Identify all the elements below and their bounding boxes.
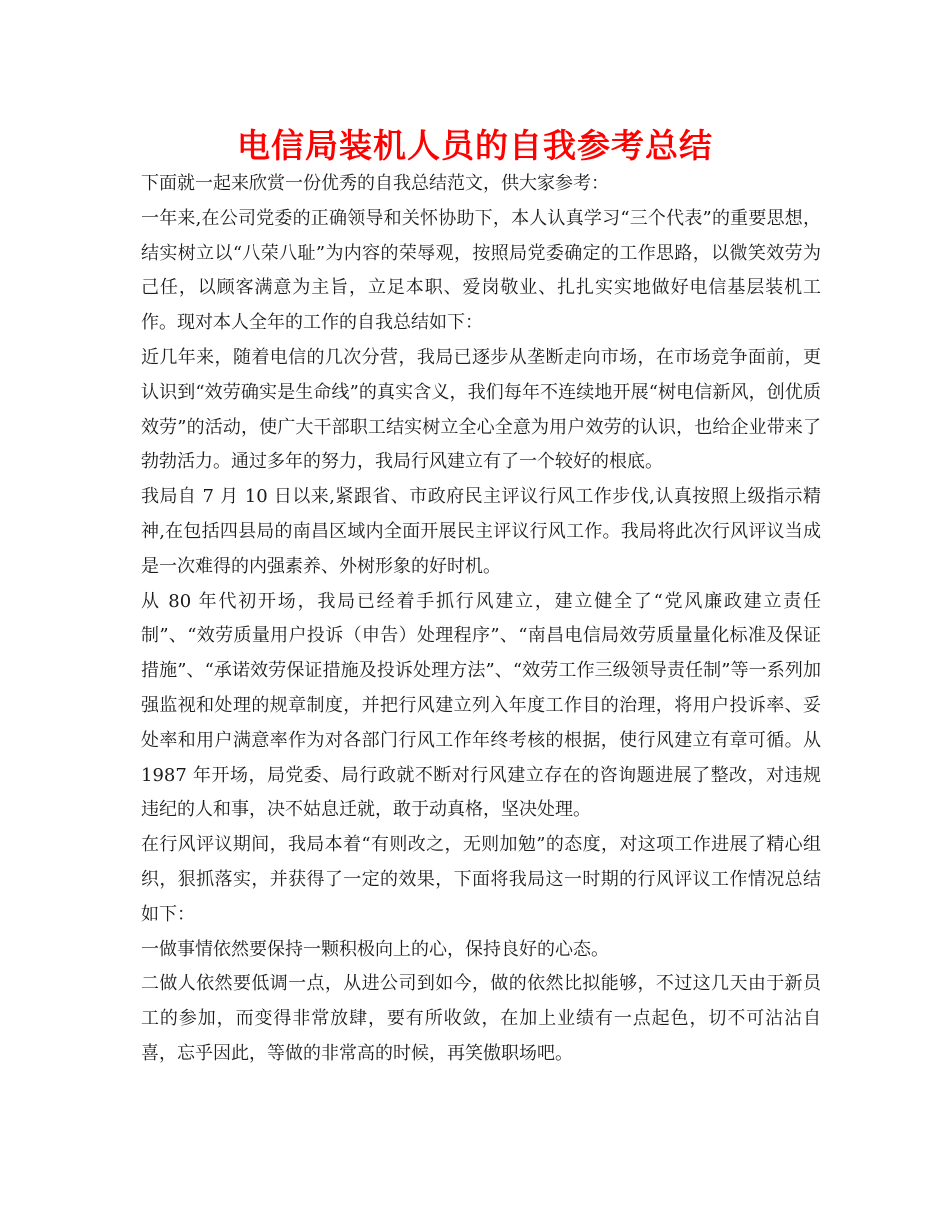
paragraph-intro: 下面就一起来欣赏一份优秀的自我总结范文，供大家参考： bbox=[141, 173, 609, 194]
paragraph: 一年来,在公司党委的正确领导和关怀协助下，本人认真学习“三个代表”的重要思想，结实树立以“八荣八耻”为内容的荣辱观，按照局党委确定的工作思路，以微笑效劳为己任，以顾客满意为主旨，立足本职、爱岗敬业、扎扎实实地做好电信基层装机工作。现对本人全年的工作的自我总结如下： bbox=[141, 207, 821, 334]
paragraph: 我局自 7 月 10 日以来,紧跟省、市政府民主评议行风工作步伐,认真按照上级指示精神,在包括四县局的南昌区域内全面开展民主评议行风工作。我局将此次行风评议当成是一次难得的内强素养、外树形象的好时机。 bbox=[141, 486, 821, 577]
paragraph: 从 80 年代初开场，我局已经着手抓行风建立，建立健全了“党风廉政建立责任制”、“效劳质量用户投诉（申告）处理程序”、“南昌电信局效劳质量量化标准及保证措施”、“承诺效劳保证措施及投诉处理方法”、“效劳工作三级领导责任制”等一系列加强监视和处理的规章制度，并把行风建立列入年度工作目的治理，将用户投诉率、妥处率和用户满意率作为对各部门行风工作年终考核的根据，使行风建立有章可循。从 1987 年开场，局党委、局行政就不断对行风建立存在的咨询题进展了整改，对违规违纪的人和事，决不姑息迁就，敢于动真格，坚决处理。 bbox=[141, 590, 821, 821]
paragraph: 一做事情依然要保持一颗积极向上的心，保持良好的心态。 bbox=[141, 938, 609, 960]
document-body bbox=[141, 167, 821, 1072]
paragraph: 近几年来，随着电信的几次分营，我局已逐步从垄断走向市场，在市场竞争面前，更认识到“效劳确实是生命线”的真实含义，我们每年不连续地开展“树电信新风，创优质效劳”的活动，使广大干部职工结实树立全心全意为用户效劳的认识，也给企业带来了勃勃活力。通过多年的努力，我局行风建立有了一个较好的根底。 bbox=[141, 346, 821, 473]
document-title: 电信局装机人员的自我参考总结 bbox=[237, 126, 713, 165]
paragraph: 二做人依然要低调一点，从进公司到如今，做的依然比拟能够，不过这几天由于新员工的参加，而变得非常放肆，要有所收敛，在加上业绩有一点起色，切不可沾沾自喜，忘乎因此，等做的非常高的时候，再笑傲职场吧。 bbox=[141, 973, 821, 1064]
paragraph: 在行风评议期间，我局本着“有则改之，无则加勉”的态度，对这项工作进展了精心组织，狠抓落实，并获得了一定的效果，下面将我局这一时期的行风评议工作情况总结如下： bbox=[141, 834, 821, 925]
